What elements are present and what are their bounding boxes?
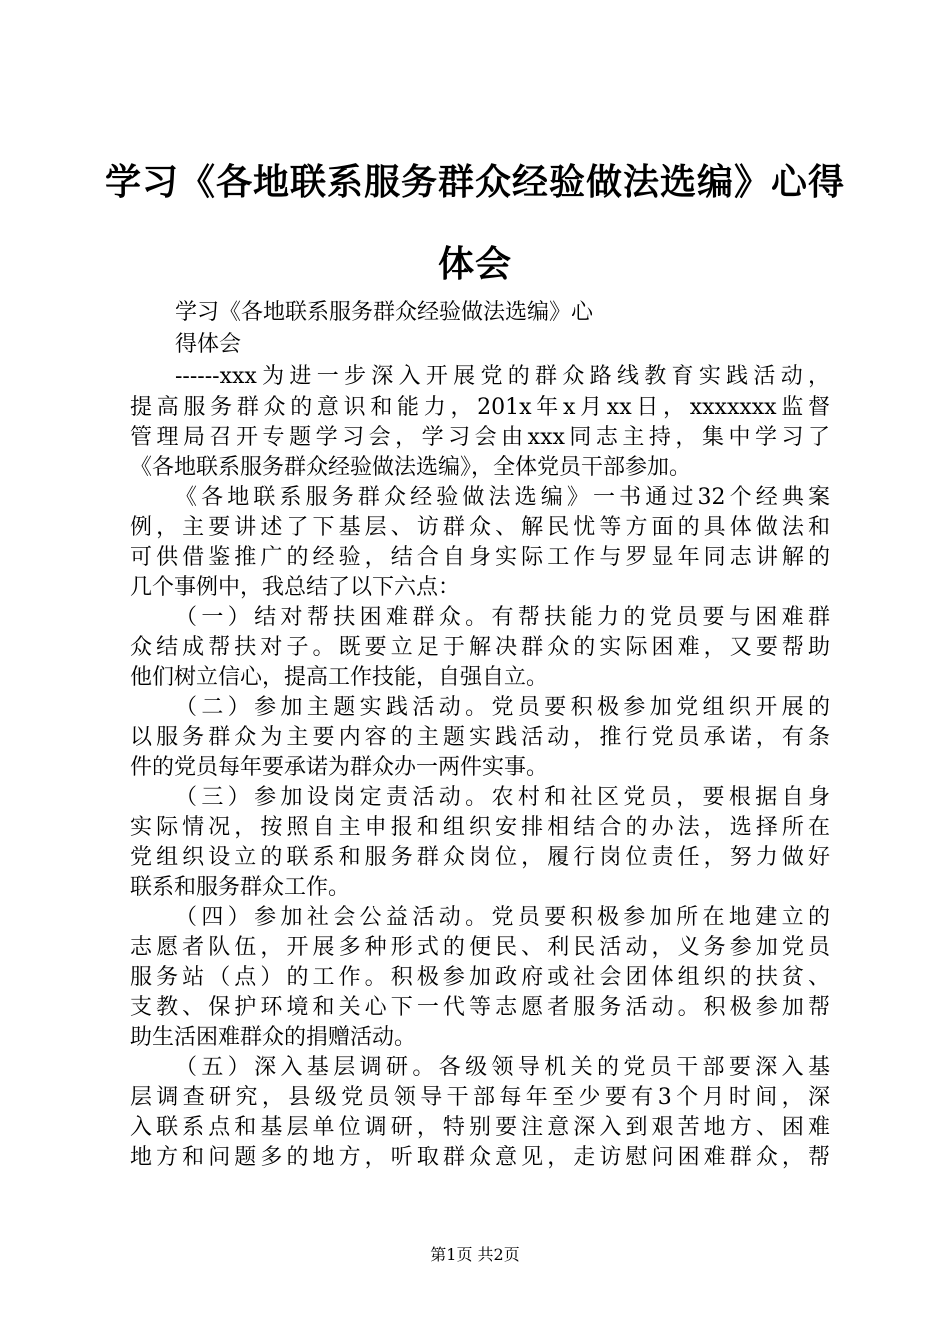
text-line: 例，主要讲述了下基层、访群众、解民忧等方面的具体做法和 <box>130 515 830 540</box>
document-title-line-1: 学习《各地联系服务群众经验做法选编》心得 <box>104 162 845 203</box>
text-line: 助生活困难群众的捐赠活动。 <box>130 1025 417 1050</box>
text-line: 《各地联系服务群众经验做法选编》，全体党员干部参加。 <box>130 455 692 480</box>
text-line: 几个事例中，我总结了以下六点： <box>130 575 461 600</box>
text-line: 《各地联系服务群众经验做法选编》一书通过32个经典案 <box>175 485 830 510</box>
text-line: 志愿者队伍，开展多种形式的便民、利民活动，义务参加党员 <box>130 935 830 960</box>
text-line: 管理局召开专题学习会，学习会由xxx同志主持，集中学习了 <box>130 425 830 450</box>
text-line: 以服务群众为主要内容的主题实践活动，推行党员承诺，有条 <box>130 725 830 750</box>
text-line: （五）深入基层调研。各级领导机关的党员干部要深入基 <box>175 1055 830 1080</box>
text-line: 入联系点和基层单位调研，特别要注意深入到艰苦地方、困难 <box>130 1115 830 1140</box>
text-line: 众结成帮扶对子。既要立足于解决群众的实际困难，又要帮助 <box>130 635 830 660</box>
text-line: 联系和服务群众工作。 <box>130 875 351 900</box>
text-line: 他们树立信心，提高工作技能，自强自立。 <box>130 665 549 690</box>
document-title-line-2: 体会 <box>437 244 512 285</box>
text-line: 得体会 <box>175 332 242 357</box>
text-line: 学习《各地联系服务群众经验做法选编》心 <box>175 300 594 325</box>
text-line: ------xxx为进一步深入开展党的群众路线教育实践活动， <box>175 364 830 389</box>
text-line: 地方和问题多的地方，听取群众意见，走访慰问困难群众，帮 <box>130 1145 830 1170</box>
text-line: 实际情况，按照自主申报和组织安排相结合的办法，选择所在 <box>130 815 830 840</box>
text-line: （一）结对帮扶困难群众。有帮扶能力的党员要与困难群 <box>175 605 830 630</box>
text-line: 服务站（点）的工作。积极参加政府或社会团体组织的扶贫、 <box>130 965 830 990</box>
text-line: 提高服务群众的意识和能力，201x年x月xx日，xxxxxxx监督 <box>130 395 830 420</box>
page-number-footer: 第1页 共2页 <box>430 1245 520 1264</box>
text-line: 件的党员每年要承诺为群众办一两件实事。 <box>130 755 549 780</box>
text-line: （三）参加设岗定责活动。农村和社区党员，要根据自身 <box>175 785 830 810</box>
text-line: 层调查研究，县级党员领导干部每年至少要有3个月时间，深 <box>130 1085 830 1110</box>
text-line: 党组织设立的联系和服务群众岗位，履行岗位责任，努力做好 <box>130 845 830 870</box>
text-line: 可供借鉴推广的经验，结合自身实际工作与罗显年同志讲解的 <box>130 545 830 570</box>
text-line: （二）参加主题实践活动。党员要积极参加党组织开展的 <box>175 695 830 720</box>
text-line: 支教、保护环境和关心下一代等志愿者服务活动。积极参加帮 <box>130 995 830 1020</box>
text-line: （四）参加社会公益活动。党员要积极参加所在地建立的 <box>175 905 830 930</box>
